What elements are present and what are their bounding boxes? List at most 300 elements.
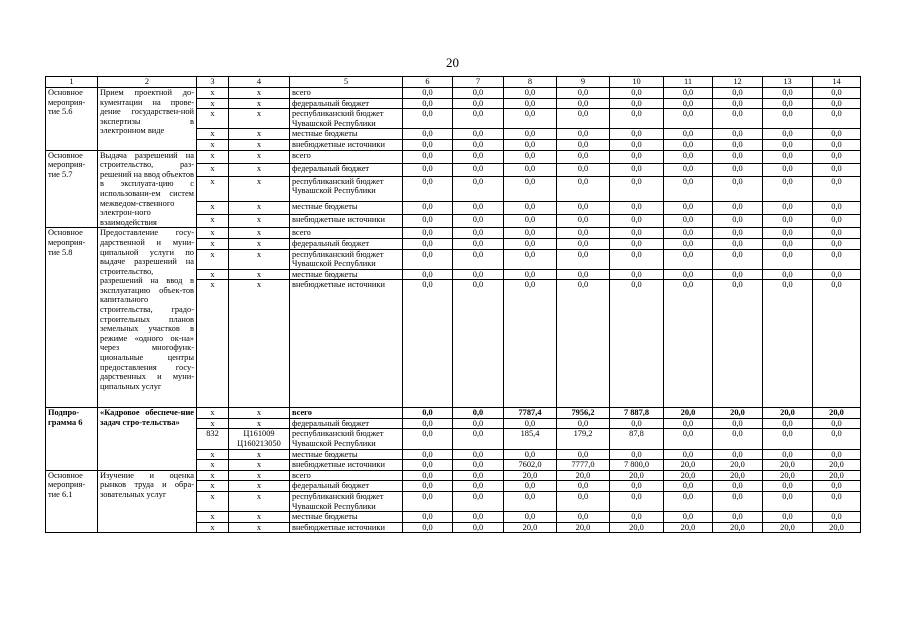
value-cell: 0,0 — [713, 98, 763, 109]
value-cell: 0,0 — [713, 163, 763, 176]
source-cell: внебюджетные источники — [290, 460, 403, 471]
value-cell: 0,0 — [403, 249, 453, 269]
value-cell: 0,0 — [453, 269, 504, 280]
value-cell: 0,0 — [403, 522, 453, 533]
value-cell: 0,0 — [813, 481, 861, 492]
value-cell: 0,0 — [664, 88, 713, 99]
table-row — [46, 408, 861, 419]
value-cell: 0,0 — [403, 512, 453, 523]
value-cell: 0,0 — [664, 481, 713, 492]
value-cell: 0,0 — [504, 88, 557, 99]
value-cell: 0,0 — [504, 215, 557, 228]
value-cell: 0,0 — [403, 481, 453, 492]
code-cell: х — [197, 150, 229, 163]
header-cell: 13 — [763, 77, 813, 88]
value-cell: 20,0 — [763, 522, 813, 533]
value-cell: 7602,0 — [504, 460, 557, 471]
value-cell: 0,0 — [403, 269, 453, 280]
code-cell: х — [197, 280, 229, 408]
value-cell: 0,0 — [504, 129, 557, 140]
value-cell: 0,0 — [453, 470, 504, 481]
value-cell: 20,0 — [610, 470, 664, 481]
value-cell: 0,0 — [813, 201, 861, 214]
value-cell: 0,0 — [664, 139, 713, 150]
value-cell: 0,0 — [664, 163, 713, 176]
value-cell: 0,0 — [557, 512, 610, 523]
value-cell: 0,0 — [504, 98, 557, 109]
value-cell: 0,0 — [610, 418, 664, 429]
value-cell: 0,0 — [403, 449, 453, 460]
value-cell: 0,0 — [504, 109, 557, 129]
code-cell: х — [197, 481, 229, 492]
value-cell: 0,0 — [610, 280, 664, 408]
value-cell: 0,0 — [557, 481, 610, 492]
value-cell: 0,0 — [557, 418, 610, 429]
value-cell: 0,0 — [713, 176, 763, 201]
value-cell: 0,0 — [763, 418, 813, 429]
value-cell: 0,0 — [453, 98, 504, 109]
value-cell: 0,0 — [403, 238, 453, 249]
value-cell: 0,0 — [504, 481, 557, 492]
value-cell: 0,0 — [813, 98, 861, 109]
value-cell: 0,0 — [763, 150, 813, 163]
value-cell: 0,0 — [713, 215, 763, 228]
value-cell: 20,0 — [664, 522, 713, 533]
value-cell: 0,0 — [403, 280, 453, 408]
event-description: Прием проектной до-кументации на прове-дение государствен-ной экспертизы в электронном виде — [98, 88, 197, 151]
value-cell: 0,0 — [664, 215, 713, 228]
code-cell: х — [229, 228, 290, 239]
header-cell: 7 — [453, 77, 504, 88]
value-cell: 0,0 — [713, 201, 763, 214]
value-cell: 0,0 — [504, 269, 557, 280]
event-description: Изучение и оценка рынков труда и обра-зовательных услуг — [98, 470, 197, 533]
value-cell: 0,0 — [610, 98, 664, 109]
event-label: Основное мероприя-тие 6.1 — [46, 470, 98, 533]
value-cell: 0,0 — [453, 460, 504, 471]
source-cell: федеральный бюджет — [290, 163, 403, 176]
source-cell: федеральный бюджет — [290, 98, 403, 109]
value-cell: 0,0 — [610, 512, 664, 523]
value-cell: 0,0 — [664, 280, 713, 408]
value-cell: 0,0 — [713, 238, 763, 249]
value-cell: 0,0 — [453, 280, 504, 408]
value-cell: 0,0 — [813, 418, 861, 429]
code-cell: х — [197, 215, 229, 228]
value-cell: 0,0 — [557, 249, 610, 269]
value-cell: 0,0 — [813, 280, 861, 408]
value-cell: 0,0 — [453, 88, 504, 99]
value-cell: 0,0 — [557, 238, 610, 249]
value-cell: 0,0 — [453, 449, 504, 460]
value-cell: 20,0 — [713, 470, 763, 481]
code-cell: х — [229, 163, 290, 176]
value-cell: 20,0 — [664, 460, 713, 471]
source-cell: всего — [290, 228, 403, 239]
value-cell: 0,0 — [664, 228, 713, 239]
code-cell: х — [197, 418, 229, 429]
value-cell: 20,0 — [763, 460, 813, 471]
value-cell: 0,0 — [763, 176, 813, 201]
code-cell: х — [197, 98, 229, 109]
value-cell: 0,0 — [610, 129, 664, 140]
value-cell: 20,0 — [664, 470, 713, 481]
value-cell: 0,0 — [610, 481, 664, 492]
value-cell: 0,0 — [453, 215, 504, 228]
code-cell: х — [197, 522, 229, 533]
value-cell: 0,0 — [504, 449, 557, 460]
value-cell: 0,0 — [610, 176, 664, 201]
value-cell: 7 800,0 — [610, 460, 664, 471]
value-cell: 0,0 — [610, 249, 664, 269]
code-cell: х — [197, 228, 229, 239]
code-cell: х — [197, 408, 229, 419]
value-cell: 0,0 — [713, 280, 763, 408]
source-cell: федеральный бюджет — [290, 481, 403, 492]
value-cell: 0,0 — [664, 449, 713, 460]
event-label: Основное мероприя-тие 5.7 — [46, 150, 98, 228]
source-cell: местные бюджеты — [290, 512, 403, 523]
value-cell: 0,0 — [557, 109, 610, 129]
source-cell: местные бюджеты — [290, 129, 403, 140]
value-cell: 0,0 — [504, 238, 557, 249]
event-label: Основное мероприя-тие 5.6 — [46, 88, 98, 151]
value-cell: 0,0 — [557, 269, 610, 280]
value-cell: 0,0 — [403, 492, 453, 512]
value-cell: 0,0 — [403, 109, 453, 129]
header-cell: 1 — [46, 77, 98, 88]
value-cell: 0,0 — [453, 418, 504, 429]
value-cell: 20,0 — [713, 408, 763, 419]
value-cell: 0,0 — [763, 449, 813, 460]
value-cell: 0,0 — [557, 88, 610, 99]
header-cell: 10 — [610, 77, 664, 88]
value-cell: 179,2 — [557, 429, 610, 449]
value-cell: 0,0 — [664, 249, 713, 269]
value-cell: 0,0 — [557, 280, 610, 408]
value-cell: 0,0 — [713, 481, 763, 492]
code-cell: х — [197, 269, 229, 280]
value-cell: 0,0 — [504, 228, 557, 239]
value-cell: 0,0 — [713, 109, 763, 129]
value-cell: 0,0 — [557, 150, 610, 163]
value-cell: 0,0 — [763, 429, 813, 449]
code-cell: х — [229, 418, 290, 429]
value-cell: 0,0 — [664, 98, 713, 109]
value-cell: 0,0 — [763, 228, 813, 239]
value-cell: 0,0 — [763, 238, 813, 249]
value-cell: 0,0 — [504, 139, 557, 150]
value-cell: 0,0 — [713, 249, 763, 269]
value-cell: 0,0 — [763, 481, 813, 492]
value-cell: 0,0 — [557, 228, 610, 239]
value-cell: 0,0 — [403, 98, 453, 109]
value-cell: 0,0 — [763, 512, 813, 523]
source-cell: внебюджетные источники — [290, 522, 403, 533]
value-cell: 0,0 — [713, 228, 763, 239]
value-cell: 0,0 — [763, 109, 813, 129]
code-cell: х — [197, 238, 229, 249]
value-cell: 0,0 — [813, 163, 861, 176]
source-cell: внебюджетные источники — [290, 215, 403, 228]
value-cell: 0,0 — [763, 215, 813, 228]
code-cell: х — [229, 201, 290, 214]
code-cell: х — [197, 129, 229, 140]
value-cell: 0,0 — [504, 249, 557, 269]
event-description: «Кадровое обеспече-ние задач стро-тельства» — [98, 408, 197, 471]
value-cell: 0,0 — [763, 139, 813, 150]
event-label: Подпро-грамма 6 — [46, 408, 98, 471]
value-cell: 0,0 — [610, 201, 664, 214]
value-cell: 0,0 — [504, 201, 557, 214]
value-cell: 0,0 — [713, 88, 763, 99]
value-cell: 0,0 — [813, 88, 861, 99]
code-cell: х — [229, 88, 290, 99]
value-cell: 0,0 — [713, 429, 763, 449]
header-cell: 4 — [229, 77, 290, 88]
value-cell: 20,0 — [713, 460, 763, 471]
code-cell: 832 — [197, 429, 229, 449]
value-cell: 0,0 — [403, 176, 453, 201]
value-cell: 0,0 — [403, 228, 453, 239]
value-cell: 0,0 — [557, 492, 610, 512]
value-cell: 0,0 — [403, 429, 453, 449]
code-cell: х — [197, 470, 229, 481]
page-number: 20 — [446, 55, 459, 70]
value-cell: 0,0 — [813, 512, 861, 523]
value-cell: 0,0 — [557, 98, 610, 109]
value-cell: 0,0 — [453, 512, 504, 523]
table-row — [46, 470, 861, 481]
code-cell: х — [229, 492, 290, 512]
value-cell: 0,0 — [557, 139, 610, 150]
value-cell: 0,0 — [813, 429, 861, 449]
value-cell: 0,0 — [453, 522, 504, 533]
value-cell: 0,0 — [453, 201, 504, 214]
value-cell: 0,0 — [813, 492, 861, 512]
value-cell: 0,0 — [453, 408, 504, 419]
value-cell: 0,0 — [813, 249, 861, 269]
value-cell: 0,0 — [453, 249, 504, 269]
value-cell: 0,0 — [453, 129, 504, 140]
value-cell: 20,0 — [557, 522, 610, 533]
value-cell: 0,0 — [610, 150, 664, 163]
value-cell: 0,0 — [664, 269, 713, 280]
value-cell: 0,0 — [664, 238, 713, 249]
value-cell: 0,0 — [610, 163, 664, 176]
value-cell: 0,0 — [813, 109, 861, 129]
code-cell: х — [197, 449, 229, 460]
value-cell: 0,0 — [610, 139, 664, 150]
header-cell: 12 — [713, 77, 763, 88]
source-cell: всего — [290, 88, 403, 99]
budget-table — [45, 76, 861, 533]
code-cell: х — [229, 249, 290, 269]
source-cell: республиканский бюджет Чувашской Республики — [290, 249, 403, 269]
code-cell: х — [229, 238, 290, 249]
value-cell: 0,0 — [403, 418, 453, 429]
value-cell: 0,0 — [504, 176, 557, 201]
header-cell: 14 — [813, 77, 861, 88]
event-label: Основное мероприя-тие 5.8 — [46, 228, 98, 408]
value-cell: 0,0 — [813, 269, 861, 280]
value-cell: 0,0 — [557, 215, 610, 228]
value-cell: 0,0 — [763, 492, 813, 512]
value-cell: 0,0 — [403, 470, 453, 481]
value-cell: 0,0 — [763, 280, 813, 408]
value-cell: 0,0 — [713, 269, 763, 280]
source-cell: федеральный бюджет — [290, 238, 403, 249]
value-cell: 0,0 — [813, 238, 861, 249]
value-cell: 0,0 — [453, 228, 504, 239]
source-cell: местные бюджеты — [290, 269, 403, 280]
value-cell: 20,0 — [664, 408, 713, 419]
value-cell: 0,0 — [664, 429, 713, 449]
value-cell: 0,0 — [610, 215, 664, 228]
header-cell: 9 — [557, 77, 610, 88]
code-cell: х — [229, 176, 290, 201]
table-row — [46, 150, 861, 163]
value-cell: 20,0 — [713, 522, 763, 533]
value-cell: 7956,2 — [557, 408, 610, 419]
source-cell: внебюджетные источники — [290, 139, 403, 150]
value-cell: 20,0 — [813, 408, 861, 419]
value-cell: 0,0 — [664, 176, 713, 201]
value-cell: 0,0 — [403, 460, 453, 471]
code-cell: х — [197, 109, 229, 129]
code-cell: х — [197, 88, 229, 99]
value-cell: 0,0 — [763, 88, 813, 99]
value-cell: 0,0 — [403, 201, 453, 214]
value-cell: 0,0 — [557, 176, 610, 201]
value-cell: 20,0 — [813, 460, 861, 471]
code-cell: х — [229, 139, 290, 150]
header-row — [46, 77, 861, 88]
code-cell: х — [229, 481, 290, 492]
header-cell: 11 — [664, 77, 713, 88]
header-cell: 2 — [98, 77, 197, 88]
value-cell: 0,0 — [763, 201, 813, 214]
value-cell: 0,0 — [453, 492, 504, 512]
value-cell: 0,0 — [813, 228, 861, 239]
header-cell: 8 — [504, 77, 557, 88]
value-cell: 185,4 — [504, 429, 557, 449]
value-cell: 7777,0 — [557, 460, 610, 471]
code-cell: х — [229, 522, 290, 533]
code-cell: х — [229, 109, 290, 129]
value-cell: 0,0 — [610, 228, 664, 239]
value-cell: 0,0 — [813, 176, 861, 201]
value-cell: 0,0 — [713, 418, 763, 429]
code-cell: х — [229, 408, 290, 419]
code-cell: х — [197, 163, 229, 176]
value-cell: 0,0 — [610, 492, 664, 512]
code-cell: х — [197, 512, 229, 523]
table-row — [46, 88, 861, 99]
value-cell: 0,0 — [453, 429, 504, 449]
value-cell: 7787,4 — [504, 408, 557, 419]
value-cell: 20,0 — [504, 470, 557, 481]
value-cell: 0,0 — [610, 88, 664, 99]
source-cell: местные бюджеты — [290, 201, 403, 214]
table-body — [46, 77, 861, 533]
value-cell: 0,0 — [713, 129, 763, 140]
value-cell: 0,0 — [453, 139, 504, 150]
value-cell: 0,0 — [453, 176, 504, 201]
value-cell: 0,0 — [453, 163, 504, 176]
code-cell: х — [197, 492, 229, 512]
value-cell: 0,0 — [403, 88, 453, 99]
source-cell: федеральный бюджет — [290, 418, 403, 429]
value-cell: 0,0 — [813, 139, 861, 150]
value-cell: 0,0 — [713, 150, 763, 163]
value-cell: 0,0 — [664, 150, 713, 163]
value-cell: 0,0 — [504, 492, 557, 512]
value-cell: 0,0 — [403, 408, 453, 419]
value-cell: 0,0 — [664, 418, 713, 429]
value-cell: 0,0 — [557, 449, 610, 460]
value-cell: 0,0 — [763, 269, 813, 280]
source-cell: всего — [290, 150, 403, 163]
value-cell: 0,0 — [713, 139, 763, 150]
code-cell: х — [229, 150, 290, 163]
code-cell: х — [197, 176, 229, 201]
value-cell: 0,0 — [813, 215, 861, 228]
header-cell: 5 — [290, 77, 403, 88]
code-cell: х — [197, 201, 229, 214]
code-cell: х — [229, 280, 290, 408]
value-cell: 0,0 — [403, 150, 453, 163]
code-cell: х — [229, 512, 290, 523]
code-cell: х — [197, 249, 229, 269]
value-cell: 0,0 — [763, 249, 813, 269]
value-cell: 0,0 — [403, 139, 453, 150]
source-cell: республиканский бюджет Чувашской Республики — [290, 429, 403, 449]
event-description: Выдача разрешений на строительство, раз-решений на ввод объектов в эксплуата-цию с использовани-ем систем межведом-ственного электрон-ного взаимодействия — [98, 150, 197, 228]
value-cell: 0,0 — [664, 512, 713, 523]
code-cell: х — [229, 98, 290, 109]
event-description: Предоставление госу-дарственной и муни-ципальной услуги по выдаче разрешений на строительство, разрешений на ввод в эксплуатацию объек-тов капитального строительства, градо-строительных планов земельных участков в режиме «одного ок-на» через многофунк-циональные центры предоставления госу-дарственных и муни-ципальных услуг — [98, 228, 197, 408]
source-cell: республиканский бюджет Чувашской Республики — [290, 176, 403, 201]
value-cell: 0,0 — [403, 129, 453, 140]
value-cell: 0,0 — [610, 109, 664, 129]
value-cell: 0,0 — [713, 449, 763, 460]
source-cell: всего — [290, 470, 403, 481]
value-cell: 0,0 — [610, 449, 664, 460]
value-cell: 0,0 — [504, 150, 557, 163]
value-cell: 0,0 — [664, 109, 713, 129]
code-cell: х — [229, 269, 290, 280]
value-cell: 0,0 — [813, 449, 861, 460]
value-cell: 0,0 — [504, 418, 557, 429]
value-cell: 0,0 — [504, 163, 557, 176]
code-cell: Ц161009 Ц160213050 — [229, 429, 290, 449]
value-cell: 0,0 — [504, 280, 557, 408]
value-cell: 20,0 — [557, 470, 610, 481]
value-cell: 0,0 — [403, 163, 453, 176]
code-cell: х — [197, 460, 229, 471]
value-cell: 20,0 — [813, 470, 861, 481]
value-cell: 0,0 — [664, 492, 713, 512]
value-cell: 0,0 — [557, 201, 610, 214]
value-cell: 0,0 — [453, 150, 504, 163]
code-cell: х — [229, 470, 290, 481]
code-cell: х — [229, 460, 290, 471]
source-cell: всего — [290, 408, 403, 419]
source-cell: республиканский бюджет Чувашской Республики — [290, 492, 403, 512]
value-cell: 0,0 — [453, 481, 504, 492]
value-cell: 0,0 — [813, 129, 861, 140]
